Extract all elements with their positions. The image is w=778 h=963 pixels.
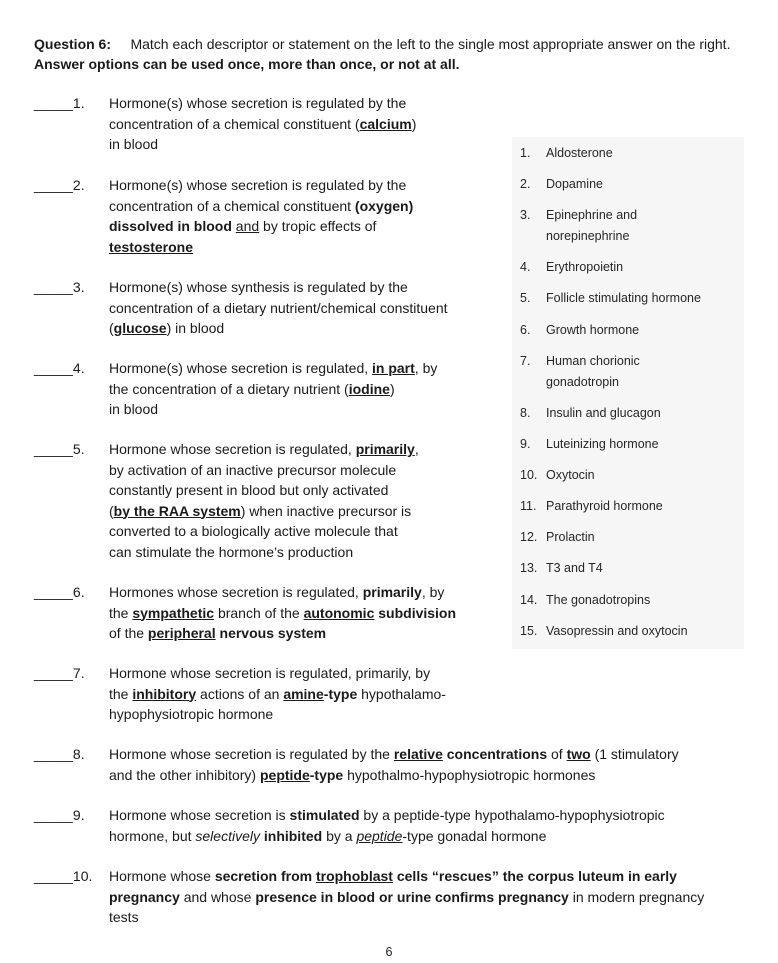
text-run: pregnancy xyxy=(109,888,180,905)
answer-option-label xyxy=(546,143,613,164)
text-run: calcium xyxy=(359,115,412,132)
answer-option-line: Vasopressin and oxytocin xyxy=(546,624,688,638)
text-run: (oxygen) xyxy=(354,197,414,214)
answer-option-label xyxy=(546,558,603,579)
answer-option-line: norepinephrine xyxy=(546,229,630,243)
answer-option-number: 2. xyxy=(520,177,531,191)
answer-option-line: Luteinizing hormone xyxy=(546,437,659,451)
answer-option-line: Aldosterone xyxy=(546,146,613,160)
question-text xyxy=(109,866,778,928)
text-run: selectively xyxy=(195,827,260,844)
answer-option-number: 1. xyxy=(520,146,531,160)
answer-option xyxy=(520,434,659,455)
text-run: the concentration of a dietary nutrient ( xyxy=(109,380,349,397)
text-run: branch of the xyxy=(214,604,304,621)
text-run: hypothalmo-hypophysiotropic hormones xyxy=(343,766,596,783)
text-run: ( xyxy=(109,502,114,519)
answer-option-label xyxy=(546,174,603,195)
answer-blank[interactable]: _____3. xyxy=(34,279,85,295)
text-run: hypophysiotropic hormone xyxy=(109,706,274,722)
text-run: Hormone whose secretion is regulated, primarily, by xyxy=(109,665,431,681)
question-line xyxy=(109,663,739,684)
answer-option-line: Growth hormone xyxy=(546,323,640,337)
text-run: cells “rescues” the corpus luteum in early xyxy=(392,868,677,884)
question-line xyxy=(109,826,778,847)
question-line xyxy=(109,93,739,114)
text-run: the xyxy=(109,604,133,621)
text-run: peripheral xyxy=(147,625,216,641)
text-run: , xyxy=(414,441,419,457)
answer-option xyxy=(520,351,640,393)
text-run: , by xyxy=(414,360,438,376)
text-run: -type xyxy=(323,685,358,702)
text-run: presence in blood or urine confirms pregnancy xyxy=(255,888,569,905)
question-text xyxy=(109,805,778,846)
answer-option-line: Prolactin xyxy=(546,530,595,544)
text-run: inhibited xyxy=(263,827,323,844)
text-run: dissolved in blood xyxy=(109,218,232,234)
text-run: -type xyxy=(309,766,344,783)
text-run: Hormones whose secretion is regulated, xyxy=(109,584,363,600)
text-run: ) xyxy=(411,115,417,132)
answer-option-line: Human chorionic xyxy=(546,354,640,368)
text-run: primarily xyxy=(355,441,415,457)
text-run: converted to a biologically active molecule that xyxy=(109,523,398,539)
answer-option-label xyxy=(546,590,650,611)
text-run: two xyxy=(566,746,591,762)
answer-option-line: Oxytocin xyxy=(546,468,595,482)
text-run: ( xyxy=(109,320,114,336)
text-run: , by xyxy=(421,584,445,600)
text-run: iodine xyxy=(348,380,390,397)
answer-option-number: 14. xyxy=(520,593,538,607)
answer-option xyxy=(520,288,701,309)
answer-option-line: T3 and T4 xyxy=(546,561,603,575)
text-run: concentration of a dietary nutrient/chemical constituent xyxy=(109,299,448,316)
text-run: by a peptide-type hypothalamo-hypophysiotropic xyxy=(359,807,665,823)
answer-option xyxy=(520,527,595,548)
answer-option xyxy=(520,205,637,247)
text-run: -type gonadal hormone xyxy=(402,827,547,844)
text-run: ) in blood xyxy=(166,320,225,336)
text-run: nervous system xyxy=(219,625,327,641)
answer-option-label xyxy=(546,205,637,247)
text-run: of the xyxy=(109,625,148,641)
text-run: can stimulate the hormone’s production xyxy=(109,543,354,560)
question-line xyxy=(109,866,778,887)
text-run: in blood xyxy=(109,401,159,417)
answer-blank[interactable]: _____5. xyxy=(34,441,85,457)
text-run: in modern pregnancy xyxy=(568,888,705,905)
answer-option-label xyxy=(546,320,639,341)
answer-option-line: Insulin and glucagon xyxy=(546,406,661,420)
text-run: autonomic xyxy=(303,604,375,621)
text-run: amine xyxy=(283,685,324,702)
text-run: Hormone(s) whose secretion is regulated by the xyxy=(109,95,407,111)
answer-option-label xyxy=(546,288,701,309)
answer-option-label xyxy=(546,527,595,548)
answer-option-line: Dopamine xyxy=(546,177,603,191)
text-run: constantly present in blood but only activated xyxy=(109,482,389,498)
answer-blank[interactable]: _____6. xyxy=(34,584,85,600)
answer-option-number: 7. xyxy=(520,354,531,368)
question-instruction: Match each descriptor or statement on the left to the single most appropriate answer on the right. xyxy=(130,36,731,52)
question-text xyxy=(109,663,739,725)
answer-option xyxy=(520,320,639,341)
text-run: concentrations xyxy=(446,746,548,762)
answer-blank[interactable]: _____9. xyxy=(34,807,85,823)
answer-option-number: 3. xyxy=(520,208,531,222)
answer-option-number: 9. xyxy=(520,437,531,451)
text-run: in blood xyxy=(109,136,159,152)
text-run: concentration of a chemical constituent xyxy=(109,197,355,214)
text-run: subdivision xyxy=(378,604,457,621)
text-run: stimulated xyxy=(289,807,360,823)
text-run: the xyxy=(109,685,133,702)
answer-option xyxy=(520,465,595,486)
text-run: Hormone(s) whose secretion is regulated by the xyxy=(109,177,407,193)
text-run: ) when inactive precursor is xyxy=(240,502,412,519)
question-label: Question 6: xyxy=(34,36,112,52)
text-run: Hormone whose secretion is regulated, xyxy=(109,441,356,457)
question-note: Answer options can be used once, more than once, or not at all. xyxy=(34,56,460,72)
text-run: Hormone whose secretion is regulated by the xyxy=(109,746,394,762)
text-run: concentration of a chemical constituent ( xyxy=(109,115,360,132)
answer-option-number: 8. xyxy=(520,406,531,420)
text-run: Hormone(s) whose secretion is regulated, xyxy=(109,360,373,376)
text-run: primarily xyxy=(362,584,422,600)
text-run: peptide xyxy=(259,766,310,783)
text-run: Hormone whose secretion is xyxy=(109,807,290,823)
answer-option-number: 10. xyxy=(520,468,538,482)
text-run: by a xyxy=(322,827,357,844)
text-run: and the other inhibitory) xyxy=(109,766,260,783)
text-run: peptide xyxy=(356,827,403,844)
question-line xyxy=(109,765,778,786)
answer-option xyxy=(520,496,663,517)
text-run: Hormone(s) whose synthesis is regulated by the xyxy=(109,279,408,295)
text-run: ) xyxy=(389,380,395,397)
answer-option-line: Erythropoietin xyxy=(546,260,624,274)
text-run: secretion from xyxy=(214,868,316,884)
answer-option-number: 5. xyxy=(520,291,531,305)
question-line xyxy=(109,887,778,908)
answer-option-label xyxy=(546,621,688,642)
answer-option-label xyxy=(546,351,640,393)
answer-option xyxy=(520,174,603,195)
answer-option xyxy=(520,143,613,164)
text-run: sympathetic xyxy=(132,604,215,621)
answer-option-label xyxy=(546,403,661,424)
answer-option-number: 11. xyxy=(520,499,537,513)
answer-option xyxy=(520,558,603,579)
answer-blank[interactable]: _____4. xyxy=(34,360,85,376)
page-number: 6 xyxy=(385,945,393,959)
question-line xyxy=(109,704,739,725)
answer-option-line: Epinephrine and xyxy=(546,208,638,222)
text-run: trophoblast xyxy=(315,868,393,884)
text-run: actions of an xyxy=(196,685,284,702)
answer-option-line: Parathyroid hormone xyxy=(546,499,663,513)
question-text xyxy=(109,744,778,785)
text-run: relative xyxy=(393,746,443,762)
text-run: by activation of an inactive precursor molecule xyxy=(109,461,397,478)
answer-option-label xyxy=(546,257,623,278)
question-header xyxy=(34,34,754,74)
answer-option xyxy=(520,621,688,642)
answer-option-label xyxy=(546,465,595,486)
text-run: in part xyxy=(372,360,415,376)
text-run: of xyxy=(547,746,567,762)
text-run: and whose xyxy=(179,888,256,905)
answer-option xyxy=(520,403,661,424)
answer-option-number: 13. xyxy=(520,561,538,575)
answer-blank[interactable]: _____7. xyxy=(34,665,85,681)
answer-blank[interactable]: _____8. xyxy=(34,746,85,762)
answer-option-label xyxy=(546,496,663,517)
answer-options-panel xyxy=(512,137,744,649)
answer-blank[interactable]: _____2. xyxy=(34,177,85,193)
question-line xyxy=(109,744,778,765)
answer-option-label xyxy=(546,434,659,455)
text-run: glucose xyxy=(113,320,167,336)
answer-option-number: 12. xyxy=(520,530,538,544)
question-line xyxy=(109,114,739,135)
text-run: and xyxy=(235,218,260,234)
text-run: tests xyxy=(109,909,139,925)
answer-blank[interactable]: _____10. xyxy=(34,868,93,884)
answer-option xyxy=(520,257,623,278)
text-run: hormone, but xyxy=(109,827,196,844)
text-run: (1 stimulatory xyxy=(590,746,679,762)
question-line xyxy=(109,684,739,705)
answer-option-number: 4. xyxy=(520,260,531,274)
answer-option-line: Follicle stimulating hormone xyxy=(546,291,701,305)
answer-option xyxy=(520,590,650,611)
text-run: testosterone xyxy=(109,238,194,255)
text-run: by tropic effects of xyxy=(259,218,377,234)
answer-option-line: gonadotropin xyxy=(546,375,619,389)
text-run: by the RAA system xyxy=(113,502,241,519)
text-run: hypothalamo- xyxy=(357,685,446,702)
question-line xyxy=(109,805,778,826)
text-run: inhibitory xyxy=(132,685,197,702)
answer-option-line: The gonadotropins xyxy=(546,593,651,607)
question-line xyxy=(109,907,778,928)
answer-option-number: 15. xyxy=(520,624,538,638)
answer-option-number: 6. xyxy=(520,323,531,337)
text-run: Hormone whose xyxy=(109,868,215,884)
answer-blank[interactable]: _____1. xyxy=(34,95,85,111)
